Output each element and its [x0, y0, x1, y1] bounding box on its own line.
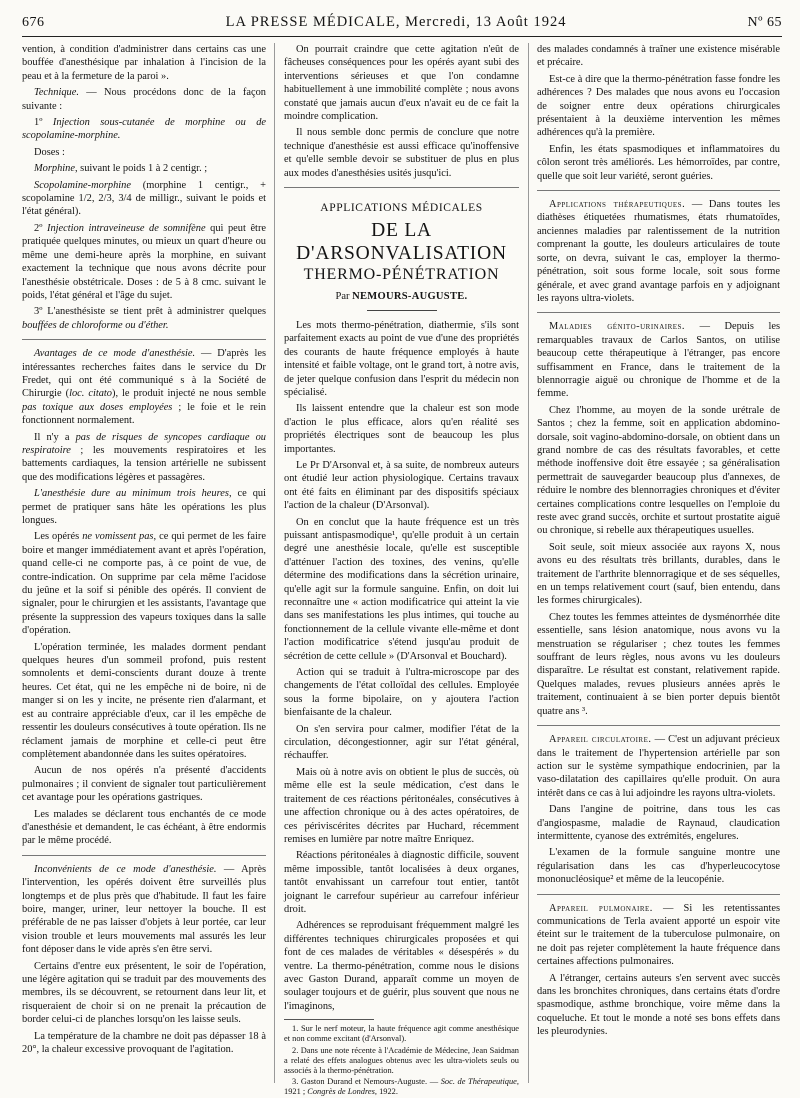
paragraph-italic: ne vomissent pas — [82, 531, 154, 543]
column-2 — [274, 43, 529, 1097]
paragraph: Enfin, les états spasmodiques et inflammatoires du côlon seront très améliorés. Les hémorroïdes, par contre, quelle que soit leur variété, seront guéries. — [537, 143, 780, 182]
paragraph — [22, 86, 266, 113]
paragraph — [537, 733, 780, 800]
paragraph: Est-ce à dire que la thermo-pénétration fasse fondre les adhérences ? Des malades que nous avons eu l'occasion de soigner entre deux opérations chirurgicales présentaient à la deuxième intervention les mêmes adhérences qu'à la première. — [537, 73, 780, 139]
paragraph: Certains d'entre eux présentent, le soir de l'opération, une légère agitation qui se traduit par des mouvements des membres, ils se découvrent, se retournent dans leur lit, et risqueraient de choir si on ne prenait la précaution de border celui-ci de planches lorsqu'on les laisse seuls. — [22, 960, 266, 1026]
paragraph-italic: loc. citato — [69, 388, 113, 400]
list-text: Injection sous-cutanée de morphine ou de scopolamine-morphine. — [22, 117, 267, 142]
section-head: Maladies génito-urinaires. — [549, 321, 686, 333]
dose-line — [22, 179, 266, 219]
paragraph: On s'en servira pour calmer, modifier l'état de la circulation, décongestionner, agir sur l'état général, réchauffer. — [284, 723, 519, 762]
article-kicker: APPLICATIONS MÉDICALES — [320, 202, 483, 215]
paragraph: Action qui se traduit à l'ultra-microscope par des changements de l'état colloïdal des cellules. Employée sous la forme bipolaire, on y ajoutera l'action bienfaisante de la chaleur. — [284, 667, 519, 719]
footnote: 2. Dans une note récente à l'Académie de Médecine, Jean Saidman a relaté des effets analogues obtenus avec les ultra-violets seuls ou associés à la thermo-pénétration. — [284, 1045, 519, 1075]
paragraph: Les mots thermo-pénétration, diathermie, s'ils sont parfaitement exacts au point de vue d'une des propriétés des courants de haute fréquence employés à haute intensité et faible voltage, ont le grand tort, à notre avis, de jeter quelque confusion dans l'esprit du médecin non spécialisé. — [284, 319, 519, 398]
paragraph: Adhérences se reproduisant fréquemment malgré les différentes techniques chirurgicales proposées et qui font de ces malades de véritables « désespérés » du ventre. La thermo-pénétration, comme nous le disions avec Gaston Durand, apparaît comme un moyen de soulager toujours et de guérir, plus souvent que nous ne l'imaginons, — [284, 920, 519, 1012]
divider — [284, 187, 519, 188]
list-italic: Injection intraveineuse de somnifène — [47, 222, 206, 234]
journal-title: LA PRESSE MÉDICALE, Mercredi, 13 Août 1924 — [225, 14, 567, 30]
paragraph-text: , ce qui permet de les faire boire et manger immédiatement avant et après l'opération, quand celle-ci ne comporte pas, à ce point de vue, de contre-indication. On supprime par cela même l'acidose du jeûne et la soif si pénible des opérés. Il convient de signaler, pour le chirurgien et les assistants, l'avantage que présente la suppression des vapeurs toxiques dans la salle d'opération. — [22, 531, 266, 637]
divider — [537, 894, 780, 895]
divider — [537, 312, 780, 313]
page-header — [22, 14, 782, 37]
issue-number: Nº 65 — [747, 15, 782, 30]
article-subtitle: THERMO-PÉNÉTRATION — [303, 266, 500, 284]
paragraph — [537, 902, 780, 969]
paragraph-italic: pas de risques de syncopes cardiaque ou respiratoire — [22, 431, 266, 456]
section-lead: Technique. — [34, 87, 79, 99]
paragraph-text: — C'est un adjuvant précieux dans le traitement de l'hypertension artérielle par son action sur le système sympathique endocrinien, par la vaso-dilatation des capillaires qu'elle produit. On aura intérêt dans ce cas à lui adjoindre les rayons ultra-violets. — [537, 734, 780, 799]
list-number: 2º — [34, 222, 47, 234]
list-number: 3º — [34, 306, 48, 318]
dose-line — [22, 162, 266, 175]
paragraph-text: — Dans toutes les diathèses étiquetées rhumatismes, états rhumatoïdes, anciennes maladies par ralentissement de la nutrition comprenant la goutte, les douleurs articulaires de toute sorte, on devra, suivant le cas, employer la thermo-pénétration, soit sous forme locale, soit sous forme générale, et avec grand avantage parfois en y adjoignant les rayons ultra-violets. — [537, 199, 781, 304]
paragraph: L'examen de la formule sanguine montre une régularisation dans les cas d'hyperleucocytose mononucléosique² et même de la leucopénie. — [537, 847, 780, 886]
paragraph: Le Pr D'Arsonval et, à sa suite, de nombreux auteurs ont étudié leur action physiologique. Certains travaux ont été faits en éliminant par des dispositifs spéciaux l'action de la chaleur (D'Arsonval). — [284, 459, 519, 512]
paragraph — [22, 863, 266, 957]
section-lead: Avantages de ce mode d'anesthésie. — [34, 348, 196, 360]
footnote-italic: Soc. de Thérapeutique — [440, 1077, 517, 1087]
list-text: qui peut être pratiquée quelques minutes, ou mieux un quart d'heure ou même une demi-heure après la morphine, en suivant exactement la technique que nous avons décrite pour l'anesthésie obstétricale. Doses : de 5 à 8 cmc. suivant le poids, l'état général et l'âge du sujet. — [22, 222, 267, 301]
divider — [537, 190, 780, 191]
footnote-text: , 1922. — [374, 1087, 398, 1097]
paragraph: La température de la chambre ne doit pas dépasser 18 à 20°, la chaleur excessive provoquant de l'agitation. — [22, 1030, 266, 1056]
list-italic: bouffées de chloroforme ou d'éther. — [22, 319, 169, 331]
paragraph: L'opération terminée, les malades dorment pendant quelques heures d'un sommeil profond, puis restent somnolents et demi-conscients durant douze à trente heures. Cet état, qui ne les empêche ni de boire, ni de manger si on les y incite, ne présente rien d'alarmant, et est au contraire appréciable d'eux, car il les empêche de ressentir les douleurs consécutives à toute opération. Ils ne réclament jamais de morphine et celle-ci peut être complètement abandonnée dans les suites opératoires. — [22, 641, 266, 760]
list-item — [22, 222, 266, 302]
paragraph: Réactions péritonéales à diagnostic difficile, souvent même impossible, tantôt localisées à deux organes, tantôt envahissant un carrefour tout entier, tantôt joignant le carrefour supérieur au carrefour inférieur droit. — [284, 850, 519, 915]
column-1 — [22, 43, 274, 1083]
paragraph — [22, 347, 266, 427]
article-byline — [284, 290, 519, 303]
paragraph: A l'étranger, certains auteurs s'en servent avec succès dans les bronchites chroniques, dans certains états d'ordre spasmodique, asthme bronchique, voire même dans la coqueluche. Et tout le monde a noté ses bons effets dans les pleurodynies. — [537, 972, 780, 1038]
paragraph: vention, à condition d'administrer dans certains cas une bouffée d'anesthésique par inhalation à l'incision de la peau et à la fermeture de la paroi ». — [22, 44, 266, 82]
divider — [22, 339, 266, 340]
dose-text: (morphine 1 centigr., + scopolamine 1/2, 2/3, 3/4 de milligr., suivant le poids et l'état général). — [22, 179, 266, 218]
dose-label: Scopolamine-morphine — [34, 179, 131, 191]
paragraph-text: — Si les retentissantes communications de Terla avaient apporté un espoir vite éteint sur le traitement de la tuberculose pulmonaire, on ne doit pas rejeter complètement la haute fréquence dans certaines affections pulmonaires. — [537, 902, 781, 968]
footnote — [284, 1077, 519, 1097]
list-item — [22, 116, 266, 143]
section-head: Appareil pulmonaire. — [549, 902, 653, 914]
byline-prefix: Par — [335, 291, 353, 303]
paragraph-text: ; les mouvements respiratoires et les battements cardiaques, la tension artérielle ne subissent que des modifications légères et passagères. — [22, 444, 266, 483]
paragraph — [22, 487, 266, 527]
paragraph: Soit seule, soit mieux associée aux rayons X, nous avons eu des résultats très brillants, durables, dans le traitement de l'arthrite blennorragique et de ses séquelles, en un temps relativement court (sauf, bien entendu, dans les formes chirurgicales). — [537, 541, 780, 607]
article-title: DE LA D'ARSONVALISATION — [296, 220, 507, 265]
short-rule — [367, 310, 437, 311]
paragraph-text: — Nous procédons donc de la façon suivante : — [22, 87, 266, 112]
dose-text: , suivant le poids 1 à 2 centigr. ; — [74, 163, 208, 175]
paragraph-text: , ce qui permet de pratiquer sans hâte les opérations les plus longues. — [22, 488, 267, 526]
section-head: Appareil circulatoire. — [549, 734, 652, 746]
paragraph: On pourrait craindre que cette agitation n'eût de fâcheuses conséquences pour les opérés ayant subi des interventions sérieuses et que l'on condamne habituellement à une immobilité complète ; nous avons constaté que jamais aucun d'eux n'avait eu de ce fait la moindre complication. — [284, 44, 519, 123]
section-head: Applications thérapeutiques. — [549, 199, 686, 211]
footnote-text: , 1921 ; — [284, 1077, 519, 1097]
paragraph: Il nous semble donc permis de conclure que notre technique d'anesthésie est aussi efficace qu'inoffensive et qu'elle semble devoir se substituer de plus en plus aux modes d'anesthésies usités jusqu'ici. — [284, 127, 519, 179]
paragraph: Chez toutes les femmes atteintes de dysménorrhée dite essentielle, sans lésion anatomique, nous avons vu la menstruation se régulariser ; chez toutes les femmes souffrant de leurs règles, nous avons vu les douleurs disparaître. Le résultat est constant, relativement rapide. Quelques malades, revues plusieurs années après le traitement, continuaient à se bien porter depuis bientôt quatre ans ³. — [537, 611, 780, 717]
divider — [22, 855, 266, 856]
footnote-rule — [284, 1019, 374, 1020]
paragraph — [537, 320, 780, 400]
paragraph — [22, 530, 266, 637]
footnote: 1. Sur le nerf moteur, la haute fréquence agit comme anesthésique et non comme excitant (d'Arsonval). — [284, 1024, 519, 1044]
paragraph-text: Il n'y a — [34, 431, 76, 443]
paragraph: Aucun de nos opérés n'a présenté d'accidents pulmonaires ; il convient de signaler tout particulièrement cet avantage pour les opérations gastriques. — [22, 765, 266, 804]
list-item — [22, 305, 266, 332]
paragraph-text: ; le foie et le rein fonctionnent normalement. — [22, 401, 266, 427]
paragraph: Chez l'homme, au moyen de la sonde urétrale de Santos ; chez la femme, soit en application abdomino-dorsale, soit vagino-abdomino-dorsale, on obtient dans un grand nombre de cas des résultats favorables, et cette méthode inoffensive doit être essayée ; sa généralisation permettrait de sauvegarder beaucoup plus d'annexes, de réduire le nombre des blennorragies chroniques et d'éviter certaines complications contre lesquelles on l'emploie du reste avec grand succès, orchite et surtout prostatite aiguë ou chronique, si rebelle aux thérapeutiques usuelles. — [537, 404, 780, 537]
paragraph-text: ), le produit injecté ne nous semble — [112, 388, 266, 400]
paragraph: Mais où à notre avis on obtient le plus de succès, où même elle est la seule médication, c'est dans le traitement de ces réactions péritonéales, consécutives à une affection chronique ou à des actes opératoires, de ces périviscérites décrites par Huchard, récemment remises en lumière par notre maître Enriquez. — [284, 766, 519, 845]
paragraph — [22, 431, 266, 485]
paragraph: des malades condamnés à traîner une existence misérable et précaire. — [537, 44, 780, 69]
paragraph: Dans l'angine de poitrine, dans tous les cas d'angiospasme, maladie de Raynaud, claudication intermittente, cyanose des extrémités, engelures. — [537, 804, 780, 842]
columns — [22, 43, 782, 1097]
paragraph: On en conclut que la haute fréquence est un très puissant antispasmodique¹, qu'elle produit à un certain degré une anesthésie locale, qu'elle est susceptible d'atténuer l'action des toxines, des venins, qu'elle détermine des modifications dans la sécrétion urinaire, qu'elle agit sur la formule sanguine. Enfin, on doit lui reconnaître une « action modificatrice qui atteint la vie dans ses manifestations les plus intimes, qui touche au fonctionnement de la cellule vivante elle-même et dont l'action modificatrice s'étend jusqu'au produit de sécrétion de cette cellule » (D'Arsonval et Bouchard). — [284, 516, 519, 662]
paragraph-text: — D'après les intéressantes recherches faites dans le service du Dr Fredet, qui ont été communiqué s à la Société de Chirurgie ( — [22, 348, 267, 400]
divider — [537, 725, 780, 726]
doses-label: Doses : — [34, 146, 65, 158]
paragraph-text: Les opérés — [34, 531, 83, 543]
dose-label: Morphine — [34, 163, 75, 175]
list-text: L'anesthésiste se tient prêt à administrer quelques — [47, 306, 266, 318]
paragraph — [537, 198, 780, 305]
section-lead: Inconvénients de ce mode d'anesthésie. — [34, 863, 217, 875]
article-heading — [284, 202, 519, 311]
footnote-italic: Congrès de Londres — [307, 1087, 375, 1097]
list-number: 1º — [34, 117, 53, 129]
column-3 — [529, 43, 780, 1083]
paragraph-text: — Après l'intervention, les opérés doivent être surveillés plus longtemps et de plus près que d'habitude. Il faut les faire boire, manger, uriner, leur nettoyer la bouche. Il est préférable de ne pas laisser d'objets à leur portée, car leur vision trouble et leurs mouvements mal assurés les leur font déposer dans le vide après s'en être servi. — [22, 863, 266, 956]
author-name: NEMOURS-AUGUSTE. — [352, 291, 468, 303]
page-number: 676 — [22, 15, 45, 30]
paragraph-italic: L'anesthésie dure au minimum trois heures — [34, 488, 229, 500]
paragraph: Ils laissent entendre que la chaleur est son mode d'action le plus efficace, alors qu'en réalité ses propriétés électriques sont de beaucoup les plus importantes. — [284, 403, 519, 455]
paragraph-italic: pas toxique aux doses employées — [22, 401, 173, 413]
footnote-text: 3. Gaston Durand et Nemours-Auguste. — — [292, 1077, 441, 1087]
paragraph-text: — Depuis les remarquables travaux de Carlos Santos, on utilise beaucoup cette thérapeutique à l'étranger, pas encore suffisamment en France, dans le traitement de la blennorragie aiguë ou chronique de l'homme et de la femme. — [537, 321, 780, 400]
paragraph: Les malades se déclarent tous enchantés de ce mode d'anesthésie et demandent, le cas échéant, à être endormis par le même procédé. — [22, 808, 266, 847]
